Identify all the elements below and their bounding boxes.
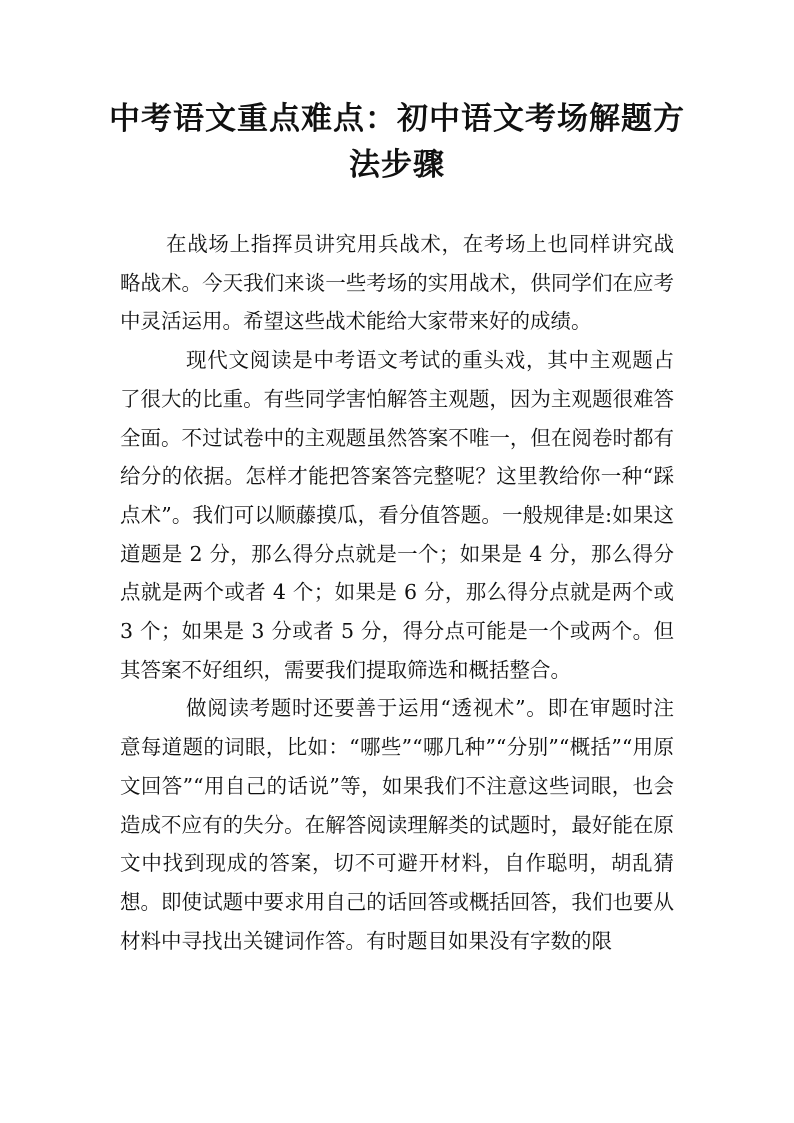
paragraph-intro: 在战场上指挥员讲究用兵战术，在考场上也同样讲究战略战术。今天我们来谈一些考场的实用战术，供同学们在应考中灵活运用。希望这些战术能给大家带来好的成绩。 xyxy=(120,232,674,334)
document-title: 中考语文重点难点：初中语文考场解题方法步骤 xyxy=(109,101,685,183)
paragraph-perspective-technique: 做阅读考题时还要善于运用“透视术”。即在审题时注意每道题的词眼，比如：“哪些”“哪几种”“分别”“概括”“用原文回答”“用自己的话说”等，如果我们不注意这些词眼，也会造成不应有的失分。在解答阅读理解类的试题时，最好能在原文中找到现成的答案，切不可避开材料，自作聪明，胡乱猜想。即使试题中要求用自己的话回答或概括回答，我们也要从材料中寻找出关键词作答。有时题目如果没有字数的限 xyxy=(120,696,674,953)
paragraph-scoring-technique: 现代文阅读是中考语文考试的重头戏，其中主观题占了很大的比重。有些同学害怕解答主观题，因为主观题很难答全面。不过试卷中的主观题虽然答案不唯一，但在阅卷时都有给分的依据。怎样才能把答案答完整呢？这里教给你一种“踩点术”。我们可以顺藤摸瓜，看分值答题。一般规律是:如果这道题是 2 分，那么得分点就是一个；如果是 4 分，那么得分点就是两个或者 4 个；如果是 6 分，那么得分点就是两个或 3 个；如果是 3 分或者 5 分，得分点可能是一个或两个。但其答案不好组织，需要我们提取筛选和概括整合。 xyxy=(120,348,674,682)
document-body xyxy=(120,225,674,960)
